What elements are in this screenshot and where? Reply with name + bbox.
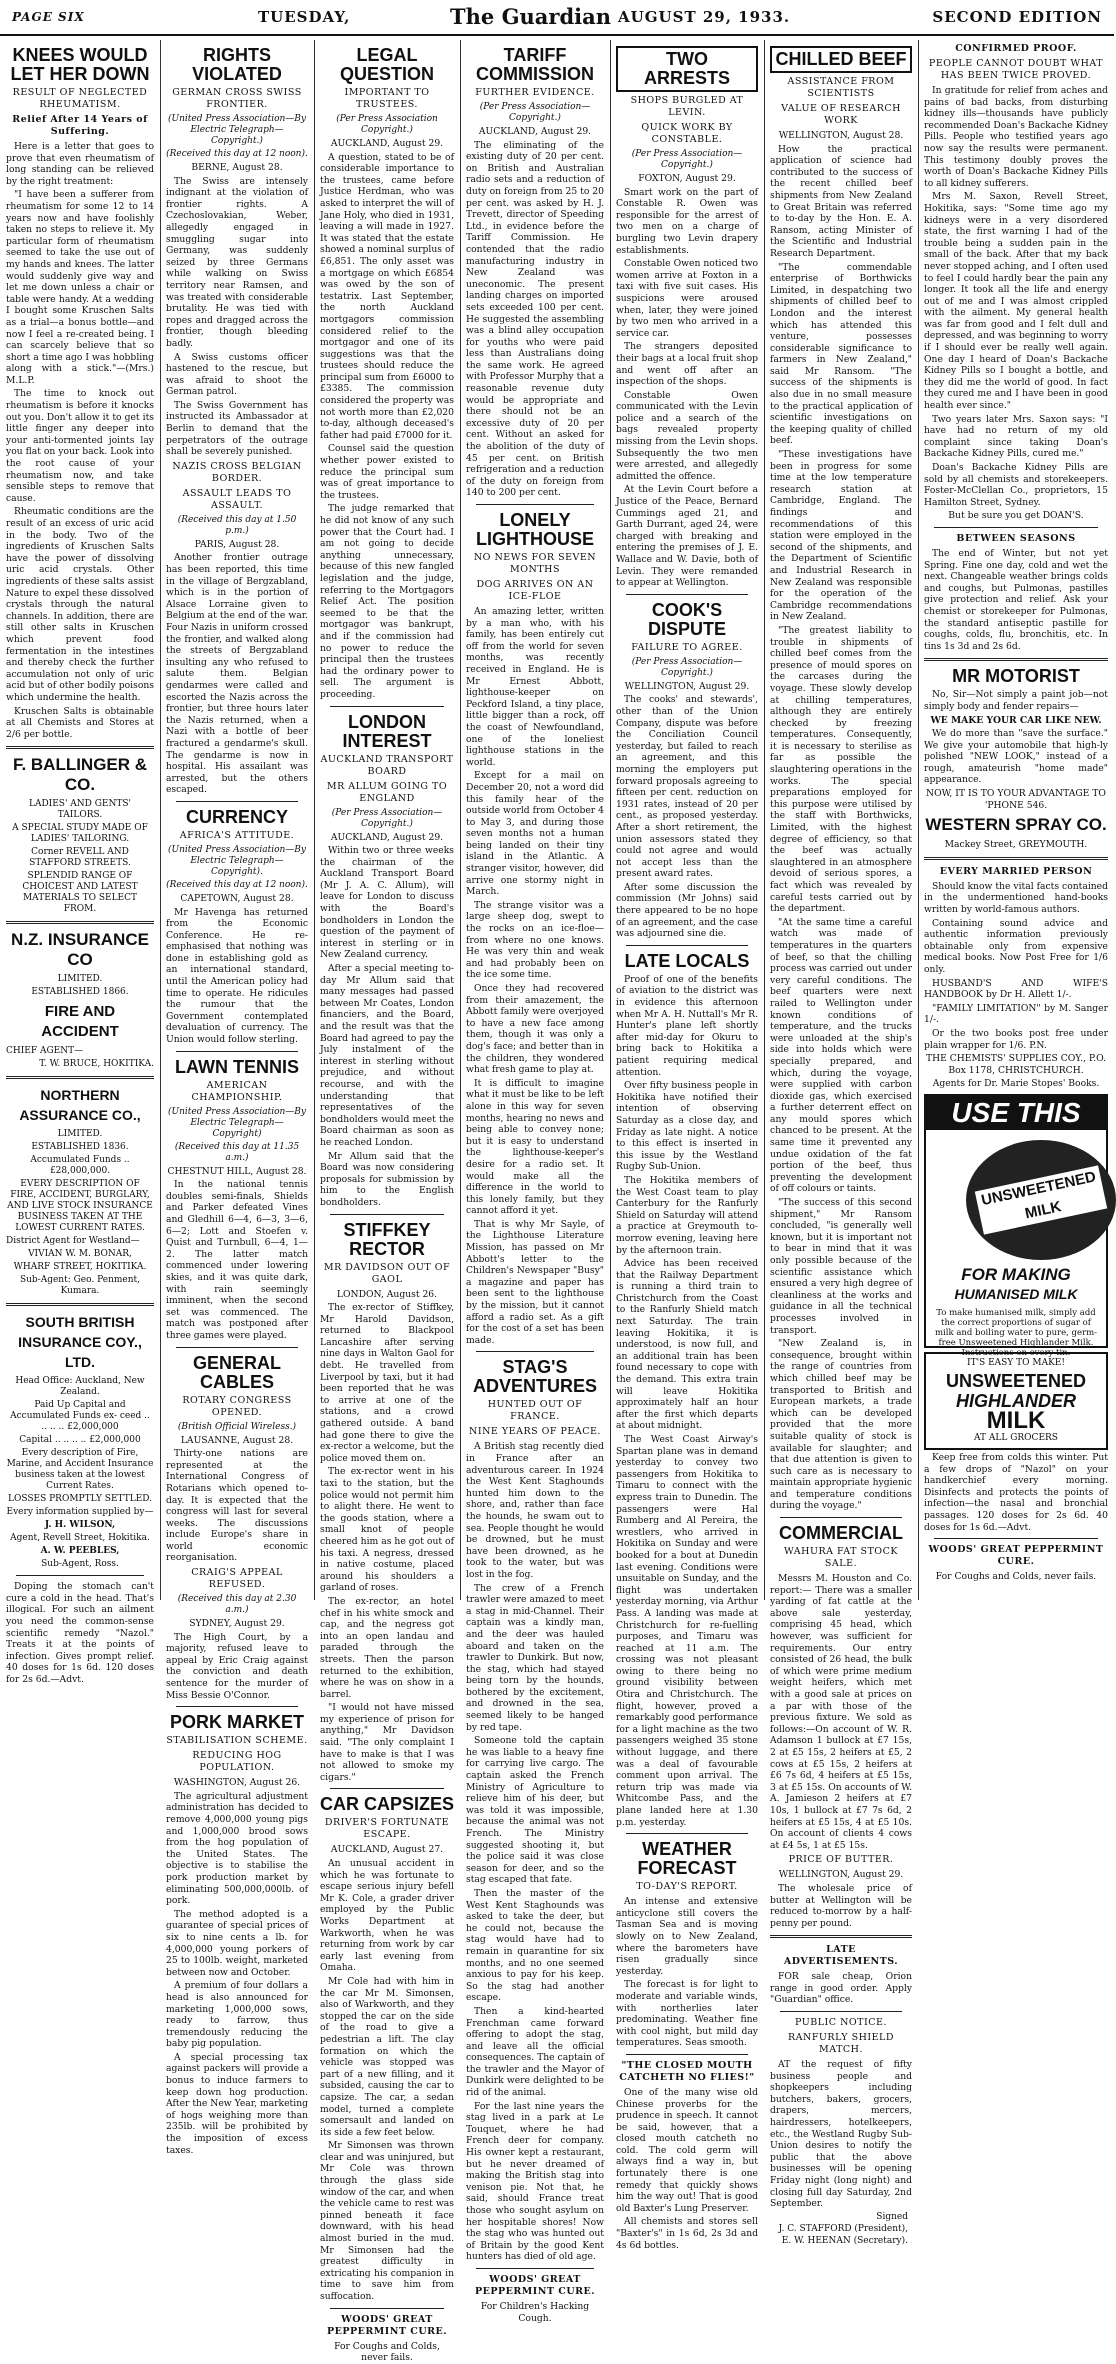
divider — [6, 1076, 154, 1079]
ad-text: VIVIAN W. M. BONAR, — [28, 1249, 132, 1260]
dateline: AUCKLAND, August 29. — [478, 126, 592, 137]
issue-date: AUGUST 29, 1933. — [618, 8, 791, 26]
dateline: LONDON, August 26. — [336, 1288, 438, 1300]
subheading: WOODS' GREAT PEPPERMINT CURE. — [474, 2273, 596, 2297]
brand-line: MILK — [986, 1406, 1046, 1434]
article-paragraph: Two years later Mrs. Saxon says: "I have had no return of my old complaint since taking Doan's Backache Kidney Pills, cured me." — [924, 413, 1108, 460]
headline: KNEES WOULD LET HER DOWN — [10, 45, 150, 84]
milk-brand-box — [924, 1352, 1108, 1450]
article-paragraph: The ex-rector, an hotel chef in his white smock and cap, and the negress got into an open landau and paraded through the streets. Then the parson returned to the exhibition, where he was on show in a barrel. — [320, 1595, 454, 1700]
divider — [176, 1347, 298, 1348]
byline: (United Press Association—By Electric Telegraph—Copyright.) — [168, 114, 306, 146]
column-2 — [160, 40, 314, 2156]
divider — [770, 1935, 912, 1938]
byline: (Received this day at 11.35 a.m.) — [174, 1141, 300, 1163]
divider — [626, 945, 748, 946]
dateline: AUCKLAND, August 29. — [330, 138, 444, 149]
article-paragraph: Constable Owen communicated with the Levin police and a search of the bags revealed property missing from the Levin shops. Subsequently the two men were arrested, and allegedly admitted the offence. — [616, 389, 758, 482]
dateline: PARIS, August 28. — [194, 538, 280, 550]
subheading: DRIVER'S FORTUNATE ESCAPE. — [324, 1817, 450, 1841]
dateline: AUCKLAND, August 29. — [330, 831, 444, 843]
subheading: CRAIG'S APPEAL REFUSED. — [191, 1567, 283, 1591]
ad-banner: USE THIS — [926, 1096, 1106, 1130]
subheading: VALUE OF RESEARCH WORK — [781, 103, 901, 126]
article-paragraph: The ex-rector went in his taxi to the station, but the police would not permit him to alight there. He went to the goods station, where a small knot of people cheered him as he got out of his taxi. A negress, dressed in native costume, placed around his shoulders a garland of roses. — [320, 1466, 454, 1594]
ad-heading: WESTERN SPRAY CO. — [925, 815, 1107, 835]
article-paragraph: Once they had recovered from their amazement, the Abbott family were overjoyed to have a new face among them, though it was only a dog's face; and better than in the children, they wondered what fresh game to play at. — [466, 983, 604, 1076]
article-paragraph: The ex-rector of Stiffkey, Mr Harold Davidson, returned to Blackpool Lancashire after serving nine days in Walton Gaol for debt. He travelled from Liverpool by taxi, but it had been reported that he was to arrive at one of the stations, and a crowd gathered outside. A band had gone there to give the ex-rector a welcome, but the police moved them on. — [320, 1302, 454, 1464]
article-paragraph: The end of Winter, but not yet Spring. Fine one day, cold and wet the next. Changeable weather brings colds and coughs, but Pulmonas, pastilles give protection and relief. Ask your chemist or storekeeper for Pulmonas, the standard antiseptic pastille for coughs, colds, flu, bronchitis, etc. In tins 1s 3d and 2s 6d. — [924, 547, 1108, 652]
ad-text: Every description of Fire, Marine, and Accident Insurance business taken at the lowest Current Rates. — [6, 1448, 154, 1492]
dateline: SYDNEY, August 29. — [189, 1618, 285, 1630]
byline: (Per Press Association Copyright.) — [336, 114, 438, 135]
subheading: REDUCING HOG POPULATION. — [192, 1750, 282, 1774]
divider — [934, 527, 1098, 528]
divider — [330, 706, 444, 707]
subheading: NO NEWS FOR SEVEN MONTHS — [473, 552, 597, 575]
article-paragraph: AT the request of fifty business people and shopkeepers including butchers, bakers, grocers, drapers, mercers, hairdressers, hotelkeepers, etc., the Westland Rugby Sub-Union desires to notify the public that the above businesses will be opening Friday night (long night) and closing full day Saturday, 2nd September. — [770, 2059, 912, 2210]
article-paragraph: The forecast is for light to moderate and variable winds, with northerlies later predominating. Weather fine with cool night, but mild day temperatures. Seas smooth. — [616, 1979, 758, 2049]
divider — [176, 801, 298, 802]
ad-text: ESTABLISHED 1866. — [31, 987, 129, 998]
masthead — [0, 0, 1114, 36]
byline: (Per Press Association—Copyright.) — [331, 807, 443, 829]
ad-text: LADIES' AND GENTS' TAILORS. — [28, 799, 132, 821]
article-paragraph: One of the many wise old Chinese proverbs for the prudence in speech. It cannot be said, however, that a closed mouth catcheth no cold. The cold germ will always find a way in, but fortunately there is one remedy that quickly shows him the way out! That is good old Baxter's Lung Preserver. — [616, 2086, 758, 2214]
article-paragraph: Over fifty business people in Hokitika have notified their intention of observing Saturday as a close day, and Friday as late night. A notice to this effect is inserted in this issue by the Westland Rugby Sub-Union. — [616, 1080, 758, 1173]
ad-text: IT'S EASY TO MAKE! — [967, 1357, 1065, 1368]
ad-text: To make humanised milk, simply add the correct proportions of sugar of milk and boiling water to pure, germ-free Unsweetened Highlander Milk. Instructions on every tin. — [934, 1307, 1098, 1358]
headline: LONELY LIGHTHOUSE — [475, 510, 594, 549]
byline: (Per Press Association—Copyright.) — [631, 656, 743, 678]
headline: LAWN TENNIS — [175, 1056, 299, 1077]
signature: E. W. HEENAN (Secretary). — [781, 2235, 908, 2246]
ad-text: A SPECIAL STUDY MADE OF LADIES' TAILORING. — [12, 823, 148, 845]
subheading: STABILISATION SCHEME. — [166, 1735, 308, 1747]
signature-label: Signed — [876, 2211, 908, 2222]
byline: (Received this day at 1.50 p.m.) — [177, 514, 297, 536]
subheading: PEOPLE CANNOT DOUBT WHAT HAS BEEN TWICE PROVED. — [928, 58, 1104, 81]
ad-text: Agent, Revell Street, Hokitika. — [10, 1533, 150, 1544]
article-paragraph: After a special meeting to-day Mr Allum said that many messages had passed between Mr Coates, London financiers, and the Board, and the result was that the Board had agreed to pay the July instalment of the interest in sterling without prejudice, and without recourse, and with the understanding that representatives of the bondholders would meet the Board chairman as soon as he reached London. — [320, 963, 454, 1148]
newspaper-title: The Guardian — [450, 4, 611, 29]
subheading: ASSISTANCE FROM SCIENTISTS — [787, 76, 895, 99]
article-paragraph: The method adopted is a guarantee of special prices of six to nine cents a lb. for 4,000,000 young porkers of 25 to 100lb. weight, marketed between now and October. — [166, 1908, 308, 1978]
article-paragraph: The judge remarked that he did not know of any such power that the Court had. I am not going to decide anything unnecessary, because of this new fangled legislation and the judge, referring to the Mortgagors Relief Act. The position seemed to be that the mortgagor was bankrupt, and if the commission had no power to reduce the principal then the trustees had the ordinary power to sell. The argument is proceeding. — [320, 503, 454, 700]
headline: STAG'S ADVENTURES — [472, 1357, 597, 1397]
dateline: FOXTON, August 29. — [638, 173, 736, 184]
article-paragraph: "New Zealand is, in consequence, brought within the range of countries from which chilled beef may be transported to British and European markets, a trade which can be developed provided that the more suitable quality of stock is available for slaughter; and that due attention is given to such care as is necessary to maintain appropriate hygienic and temperature conditions during the voyage." — [770, 1338, 912, 1512]
subheading: ROTARY CONGRESS OPENED. — [182, 1394, 292, 1418]
byline: (United Press Association—By Electric Telegraph—Copyright). — [168, 844, 306, 877]
divider — [176, 1706, 298, 1707]
article-paragraph: Or the two books post free under plain wrapper for 1/6. P.N. — [924, 1027, 1108, 1051]
byline: (Per Press Association—Copyright.) — [631, 149, 743, 170]
headline: COMMERCIAL — [779, 1523, 903, 1544]
article-paragraph: Mr Allum said that the Board was now considering proposals for submission by him to the English bondholders. — [320, 1150, 454, 1208]
article-paragraph: In the national tennis doubles semi-finals, Shields and Parker defeated Vines and Gledhill 6—4, 6—3, 3—6, 6—2; Lott and Stoefen v. Quist and Turnbull, 6—4, 1—2. The latter match commenced under lowering skies, and it was quite dark, with rain seemingly imminent, when the second set was commenced. The match was postponed after three games were played. — [166, 1179, 308, 1341]
article-paragraph: The strange visitor was a large sheep dog, swept to the rocks on an ice-floe—from where no one knows. He was very thin and weak and had probably been on the ice some time. — [466, 899, 604, 981]
article-paragraph: The West Coast Airway's Spartan plane was in demand yesterday to convey two passengers from Hokitika to Timaru to connect with the express train to Dunedin. The passengers were Hal Rumberg and Al Pereira, the wrestlers, who arrived in Hokitika on Sunday and were booked for a bout at Dunedin last evening. Conditions were unsuitable on Sunday, and the flight was undertaken yesterday morning, via Arthur Pass. A landing was made at Christchurch for re-fuelling purposes, and Timaru was reached at 11 a.m. The crossing was not pleasant owing to there being no ground visibility between Otira and Christchurch. The flight, however, proved a remarkably good performance for a light machine as the two passengers weighed 35 stone without luggage, and there was a deal of favourable comment upon arrival. The return trip was made via Whitcombe Pass, and the plane landed here at 1.30 p.m. yesterday. — [616, 1434, 758, 1828]
subheading: AMERICAN CHAMPIONSHIP. — [191, 1079, 283, 1103]
subheading: HUNTED OUT OF FRANCE. — [487, 1399, 583, 1423]
subheading: PUBLIC NOTICE. — [795, 2017, 887, 2029]
article-paragraph: THE CHEMISTS' SUPPLIES COY., P.O. Box 1178, CHRISTCHURCH. — [925, 1053, 1107, 1076]
headline: LATE LOCALS — [624, 950, 750, 971]
page-number: PAGE SIX — [12, 10, 85, 24]
subheading: WAHURA FAT STOCK SALE. — [784, 1546, 898, 1570]
ad-text: WHARF STREET, HOKITIKA. — [13, 1262, 147, 1273]
signature: J. C. STAFFORD (President), — [778, 2223, 908, 2234]
ad-text: For Coughs and Colds, never fails. — [334, 2340, 440, 2364]
article-paragraph: Doan's Backache Kidney Pills are sold by all chemists and storekeepers. Foster-McClellan Co., proprietors, 15 Hamilton Street, Sydney. — [924, 462, 1108, 508]
dateline: WELLINGTON, August 29. — [624, 680, 750, 692]
dateline: LAUSANNE, August 28. — [180, 1434, 294, 1446]
ad-text: LIMITED. — [57, 1129, 103, 1140]
subheading: Relief After 14 Years of Suffering. — [12, 114, 148, 137]
divider — [780, 2011, 902, 2012]
headline: COOK'S DISPUTE — [647, 599, 726, 639]
article-paragraph: The time to knock out rheumatism is before it knocks out you. Don't allow it to get its little finger any deeper into your anti-tormented joints lay you flat on your back. Look into the root cause of your rheumatism now, and take sensible steps to remove that cause. — [6, 388, 154, 504]
subheading: LATE ADVERTISEMENTS. — [783, 1944, 899, 1968]
article-paragraph: The Swiss Government has instructed its Ambassador at Berlin to demand that the perpetrators of the outrage shall be severely punished. — [166, 399, 308, 458]
ad-text: AT ALL GROCERS — [974, 1432, 1058, 1443]
milk-can-illustration — [966, 1140, 1116, 1260]
subheading: PRICE OF BUTTER. — [788, 1854, 894, 1866]
byline: (Received this day at 2.30 a.m.) — [177, 1594, 297, 1616]
article-paragraph: The Swiss are intensely indignant at the violation of frontier rights. A Czechoslovakian, Weber, allegedly engaged in smuggling sugar into Germany, was suddenly seized by three Germans while walking on Swiss territory near Ramsen, and was treated with considerable brutality. He was tied with ropes and dragged across the frontier, though bleeding badly. — [166, 175, 308, 349]
article-paragraph: Then the master of the West Kent Staghounds was asked to take the deer, but he could not, because the stag would have had to remain in quarantine for six months, and no one seemed anxious to pay for his keep. So the stag had another escape. — [466, 1887, 604, 2004]
headline: TWO ARRESTS — [616, 46, 758, 92]
subheading: FURTHER EVIDENCE. — [475, 87, 595, 98]
byline: (Received this day at 12 noon). — [166, 879, 308, 890]
article-paragraph: The crew of a French trawler were amazed to meet a stag in mid-Channel. Their captain was a kindly man, and the deer was hauled aboard and taken on the trawler to Dunkirk. But now, the stag, which had stayed being torn by the hounds, bothered by the excitement, and drowned in the sea, seemed likely to be hanged by red tape. — [466, 1582, 604, 1733]
article-paragraph: The wholesale price of butter at Wellington will be reduced to-morrow by a half-penny per pound. — [770, 1882, 912, 1929]
divider — [476, 1351, 594, 1352]
article-paragraph: A premium of four dollars a head is also announced for marketing 1,000,000 sows, ready to farrow, thus tremendously reducing the baby pig population. — [166, 1980, 308, 2050]
article-paragraph: Mr Havenga has returned from the Economic Conference. He re-emphasised that nothing was done in establishing gold as an international standard, until the American policy had time to operate. He ridicules the rumour that the Government contemplated devaluation of currency. The Union would follow sterling. — [166, 906, 308, 1046]
article-paragraph: "I would not have missed my experience of prison for anything," Mr Davidson said. "The only complaint I have to make is that I was not allowed to smoke my cigars." — [320, 1702, 454, 1783]
ad-text: District Agent for Westland— — [6, 1236, 140, 1247]
ad-text: LIMITED. — [57, 974, 103, 985]
dateline: CHESTNUT HILL, August 28. — [167, 1165, 307, 1177]
article-paragraph: A British stag recently died in France after an adventurous career. In 1924 the West Kent Staghounds hunted him down to the shore, and, rather than face the hounds, he swam out to sea. People thought he would be drowned, but he must have been drowned, as he took to the water, but was lost in the fog. — [466, 1441, 604, 1580]
article-paragraph: The High Court, by a majority, refused leave to appeal by Eric Craig against the conviction and death sentence for the murder of Miss Bessie O'Connor. — [166, 1631, 308, 1701]
article-paragraph: How the practical application of science had contributed to the success of the recent chilled beef shipments from New Zealand to Great Britain was referred to to-day by the Hon. E. A. Ransom, acting Minister of the Scientific and Industrial Research Department. — [770, 143, 912, 259]
divider — [924, 857, 1108, 860]
article-paragraph: Keep free from colds this winter. Put a few drops of "Nazol" on your handkerchief every morning. Disinfects and protects the points of infection—the nasal and bronchial passages. 120 doses for 2s 6d. 40 doses for 1s 6d.—Advt. — [924, 1451, 1108, 1533]
article-paragraph: Advice has been received that the Railway Department is running a third train to Christchurch from the Coast to the Ranfurly Shield match next Saturday. The train leaving Hokitika, it is understood, is now full, and an additional train has been found necessary to cope with the demand. This extra train will leave Hokitika approximately half an hour after the first which departs at about midnight. — [616, 1258, 758, 1432]
ad-text: CHIEF AGENT— — [6, 1046, 84, 1057]
divider — [476, 2268, 594, 2269]
divider — [626, 1833, 748, 1834]
article-paragraph: FOR sale cheap, Orion range in good order. Apply "Guardian" office. — [770, 1971, 912, 2006]
article-paragraph: Here is a letter that goes to prove that even rheumatism of long standing can be relieved by the right treatment: — [6, 141, 154, 187]
subheading: QUICK WORK BY CONSTABLE. — [641, 122, 733, 145]
column-1 — [0, 40, 160, 1686]
article-paragraph: Rheumatic conditions are the result of an excess of uric acid in the body. Two of the ingredients of Kruschen Salts have the power of dissolving uric acid crystals. Other ingredients of these salts assist Nature to expel these dissolved crystals through the natural channels. In addition, there are still other salts in Kruschen which prevent food fermentation in the intestines and thereby check the further accumulation not only of uric acid but of other bodily poisons which undermine the health. — [6, 506, 154, 703]
ad-text: Every information supplied by— — [6, 1507, 154, 1518]
brand-line: HIGHLANDER — [956, 1390, 1076, 1411]
subheading: DOG ARRIVES ON AN ICE-FLOE — [476, 579, 594, 602]
article-paragraph: HUSBAND'S AND WIFE'S HANDBOOK by Dr H. Allett 1/-. — [924, 977, 1108, 1001]
article-paragraph: The Hokitika members of the West Coast team to play Canterbury for the Ranfurly Shield on Saturday will attend a practice at Greymouth to-morrow evening, leaving here by the afternoon train. — [616, 1174, 758, 1256]
subheading: GERMAN CROSS SWISS FRONTIER. — [172, 87, 302, 110]
divider — [476, 504, 594, 505]
ad-text: T. W. BRUCE, HOKITIKA. — [39, 1059, 154, 1070]
byline: (British Official Wireless.) — [177, 1421, 297, 1432]
subheading: MR DAVIDSON OUT OF GAOL — [323, 1261, 451, 1285]
ad-text: ESTABLISHED 1836. — [31, 1142, 129, 1153]
column-5 — [610, 40, 764, 2251]
divider — [934, 1538, 1098, 1539]
article-paragraph: "At the same time a careful watch was made of temperatures in the quarters of beef, so that the chilling process was carried out under very careful conditions. The beef quarters were next railed to Wellington under known conditions of temperature, and the trucks were unloaded at the ship's side into holds which were specially prepared, and which, during the voyage, were supplied with carbon dioxide gas, which exercised a further deterrent effect on any mould spores which chanced to be present. At the same time it prevented any undue oxidation of the fat portion of the beef, thus preventing the development of off colours or taints. — [770, 916, 912, 1195]
subheading: NAZIS CROSS BELGIAN BORDER. — [172, 460, 302, 484]
subheading: MR ALLUM GOING TO ENGLAND — [326, 780, 448, 804]
subheading: BETWEEN SEASONS — [956, 532, 1076, 544]
article-paragraph: Mr Simonsen was thrown clear and was uninjured, but Mr Cole was thrown through the glass side window of the car, and when the vehicle came to rest was pinned beneath it face downward, with his head almost buried in the mud. Mr Simonsen had the greatest difficulty in extricating his companion in time to save him from suffocation. — [320, 2140, 454, 2302]
article-paragraph: The strangers deposited their bags at a local fruit shop and went off after an inspection of the shops. — [616, 341, 758, 388]
weekday: TUESDAY, — [258, 8, 351, 26]
headline: GENERAL CABLES — [192, 1352, 281, 1392]
dateline: CAPETOWN, August 28. — [180, 892, 294, 904]
article-paragraph: For the last nine years the stag lived in a park at Le Touquet, where he had French deer for company. His owner kept a restaurant, but he never dreamed of making the British stag into venison pie. Not that, he said, should France treat those who sought asylum on her hospitable shores! Now the stag who was hunted out of Britain by the good Kent hunters has died of old age. — [466, 2100, 604, 2263]
divider — [780, 1517, 902, 1518]
ad-text: J. H. WILSON, — [44, 1520, 116, 1531]
ad-text: SPLENDID RANGE OF CHOICEST AND LATEST MATERIALS TO SELECT FROM. — [22, 871, 138, 915]
dateline: WASHINGTON, August 26. — [173, 1777, 301, 1789]
divider — [176, 1051, 298, 1052]
subheading: "THE CLOSED MOUTH CATCHETH NO FLIES!" — [619, 2059, 755, 2083]
ad-text: Sub-Agent: Geo. Penment, Kumara. — [19, 1275, 141, 1297]
article-paragraph: The agricultural adjustment administration has decided to remove 4,000,000 young pigs and 1,000,000 brood sows from the hog population of the United States. The objective is to stabilise the pork production market by eliminating 500,000,000lb. of pork. — [166, 1790, 308, 1907]
article-paragraph: WE MAKE YOUR CAR LIKE NEW. — [930, 714, 1102, 726]
divider — [6, 1303, 154, 1306]
article-paragraph: "These investigations have been in progress for some time at the low temperature research station at Cambridge, England. The findings and recommendations of this station were employed in the second of the shipments, and the Department of Scientific and Industrial Research in New Zealand was responsible for the operation of the Cambridge recommendations in New Zealand. — [770, 449, 912, 623]
ad-heading: N.Z. INSURANCE CO — [11, 930, 149, 970]
article-paragraph: Another frontier outrage has been reported, this time in the village of Bergzabland, which is in the portion of Alsace Lorraine given to Belgium at the end of the war. Four Nazis in uniform crossed the frontier, and walked along the streets of Bergzabland insulting any who refused to salute them. Belgian gendarmes were called and escorted the Nazis across the frontier, but three hours later the Nazis returned, when a Nazi with a bottle of beer fractured a gendarme's skull. The gendarme is now in hospital. His assailant was arrested, but the others escaped. — [166, 552, 308, 796]
subheading: WOODS' GREAT PEPPERMINT CURE. — [326, 2313, 448, 2337]
byline: (United Press Association—By Electric Telegraph—Copyright) — [168, 1106, 306, 1139]
byline: (Per Press Association—Copyright.) — [479, 102, 591, 123]
subheading: CONFIRMED PROOF. — [955, 43, 1077, 54]
ad-text: Head Office: Auckland, New Zealand. — [15, 1376, 145, 1398]
article-paragraph: At the Levin Court before a Justice of the Peace, Bernard Cummings aged 21, and Garth Durrant, aged 24, were charged with breaking and entering the premises of J. E. Wallace and W. Davie, both of Levin. They were remanded to appear at Wellington. — [616, 484, 758, 589]
ad-heading: FIRE AND ACCIDENT — [41, 1003, 119, 1041]
ad-heading: HUMANISED MILK — [954, 1285, 1078, 1302]
article-paragraph: An amazing letter, written by a man who, with his family, has been entirely cut off from the world for seven months, was recently received in England. He is Mr Ernest Abbott, lighthouse-keeper on Peckford Island, a tiny place, little bigger than a rock, off the coast of Newfoundland, one of the loneliest lighthouse stations in the world. — [466, 606, 604, 768]
article-paragraph: Should know the vital facts contained in the undermentioned hand-books written by world-famous authors. — [924, 880, 1108, 916]
dateline: WELLINGTON, August 29. — [778, 1869, 904, 1881]
subheading: IMPORTANT TO TRUSTEES. — [344, 87, 430, 110]
article-paragraph: Mr Cole had with him in the car Mr M. Simonsen, also of Warkworth, and they stopped the car on the side of the road to give a pedestrian a lift. The clay formation on which the vehicle was stopped was part of a new filling, and it subsided, causing the car to capsize. The car, a sedan model, turned a complete somersault and landed on its side a few feet below. — [320, 1975, 454, 2138]
article-paragraph: Except for a mail on December 20, not a word did this family hear of the outside world from October 4 to May 3, and during those seven months not a human being landed on their tiny island in the Atlantic. A stranger visitor, however, did arrive one stormy night in March. — [466, 770, 604, 898]
ad-text: Sub-Agent, Ross. — [41, 1559, 119, 1570]
ad-text: Mackey Street, GREYMOUTH. — [944, 839, 1088, 851]
byline: (Received this day at 12 noon). — [166, 149, 308, 159]
ad-heading: SOUTH BRITISH INSURANCE COY., LTD. — [18, 1314, 142, 1371]
article-paragraph: "The success of this second shipment," Mr Ransom concluded, "is generally well known, but it is important not to bear in mind that it was only possible because of the scientific assistance which ensured a very high degree of cleanliness at the works and guidance in all the technical processes involved in transport. — [770, 1197, 912, 1336]
article-paragraph: But be sure you get DOAN'S. — [948, 510, 1084, 522]
article-paragraph: "I have been a sufferer from rheumatism for some 12 to 14 years now and have foolishly taken no steps to relieve it. My particular form of rheumatism seemed to take the use out of my hands and knees. The latter would suddenly give way and let me down unless a chair or table were handy. At a wedding I bought some Kruschen Salts as a trial—a bonus bottle—and now I feel a re-created being. I can scarcely believe that so short a time ago I was hobbling along with a stick."—(Mrs.) M.L.P. — [6, 189, 154, 386]
article-paragraph: "The commendable enterprise of Borthwicks Limited, in despatching two shipments of chilled beef to London and the interest which has attended this venture, possesses considerable significance to farmers in New Zealand," said Mr Ransom. "The success of the shipments is also due in no small measure to the practical application of scientific investigations on the keeping quality of chilled beef. — [770, 261, 912, 447]
subheading: WOODS' GREAT PEPPERMINT CURE. — [928, 1544, 1104, 1568]
article-paragraph: A question, stated to be of considerable importance to the trustees, came before Justice Herdman, who was asked to interpret the will of Jane Holy, who died in 1931, leaving a will made in 1927. It was stated that the estate showed a nominal surplus of £6,851. The only asset was a mortgage on which £6854 was owed by the son of testatrix. Last September, the north Auckland mortgagors commission considered relief to the mortgagor and one of its suggestions was that the trustees should reduce the principal sum from £6000 to £3385. The commission considered the property was not worth more than £2,020 to-day, although deceased's father had paid £7000 for it. — [320, 151, 454, 441]
article-paragraph: Agents for Dr. Marie Stopes' Books. — [932, 1078, 1100, 1090]
ad-heading: FOR MAKING — [961, 1264, 1071, 1284]
article-paragraph: Proof of one of the benefits of aviation to the district was in evidence this afternoon when Mr A. H. Nuttall's Mr R. Hunter's plane left shortly after mid-day for Okuru to bring back to Hokitika a patient requiring medical attention. — [616, 973, 758, 1078]
article-paragraph: An unusual accident in which he was fortunate to escape serious injury befell Mr K. Cole, a grader driver employed by the Public Works Department at Warkworth, when he was returning from work by car early last evening from Omaha. — [320, 1858, 454, 1974]
subheading: RESULT OF NEGLECTED RHEUMATISM. — [12, 87, 148, 110]
brand-line: UNSWEETENED — [945, 1370, 1086, 1391]
divider — [330, 1214, 444, 1215]
headline: CURRENCY — [185, 806, 288, 827]
ad-text: For Coughs and Colds, never fails. — [935, 1571, 1097, 1583]
subheading: EVERY MARRIED PERSON — [939, 865, 1093, 877]
article-paragraph: It is difficult to imagine what it must be like to be left alone in this way for seven months, hearing no news and being able to convey none; but it is easy to understand the lighthouse-keeper's desire for a radio set. It would make all the difference in the world to this lonely family, but they cannot afford it yet. — [466, 1077, 604, 1217]
headline: CHILLED BEEF — [770, 46, 912, 73]
article-paragraph: Mrs M. Saxon, Revell Street, Hokitika, says: "Some time ago my kidneys were in a very disordered state, the first warning I had of the trouble being a sudden pain in the small of the back. After that my back never stopped aching, and I often used to feel I could hardly bear the pain any longer. It took all the life and energy out of me and I was almost crippled with the ailment. My general health was far from good and I felt dull and depressed, and was beginning to worry if I should ever be really well again. One day I heard of Doan's Backache Kidney Pills so I bought a bottle, and they did me the world of good. In fact they cured me and I have been in good health ever since." — [924, 191, 1108, 412]
article-paragraph: "FAMILY LIMITATION" by M. Sanger 1/-. — [924, 1002, 1108, 1026]
ad-text: Corner REVELL AND STAFFORD STREETS. — [29, 847, 131, 869]
headline: LEGAL QUESTION — [339, 45, 434, 84]
subheading: ASSAULT LEADS TO ASSAULT. — [182, 487, 292, 511]
article-paragraph: A special processing tax against packers will provide a bonus to induce farmers to keep down hog production. After the New Year, marketing of hogs weighing more than 235lb. will be prohibited by the imposition of excess taxes. — [166, 2051, 308, 2156]
headline: WEATHER FORECAST — [637, 1839, 737, 1879]
divider — [924, 658, 1108, 661]
article-paragraph: The cooks' and stewards', other than of the Union Company, dispute was before the Conciliation Council yesterday, but failed to reach an agreement, and this morning the employers put forward proposals agreeing to fifteen per cent. reduction on 1931 rates, instead of 20 per cent., as proposed yesterday. After a short retirement, the union assessors stated they could not agree and would not accept less than the present award rates. — [616, 694, 758, 880]
edition-label: SECOND EDITION — [932, 8, 1102, 26]
divider — [6, 746, 154, 749]
article-paragraph: After some discussion the commission (Mr Johns) said there appeared to be no hope of an agreement, and the case was adjourned sine die. — [616, 881, 758, 940]
headline: MR MOTORIST — [952, 666, 1080, 687]
ad-text: Paid Up Capital and Accumulated Funds ex- ceed .. .. .. .. £2,000,000 — [10, 1400, 150, 1433]
article-paragraph: That is why Mr Sayle, of the Lighthouse Literature Mission, has passed on Mr Abbott's letter to the Children's Newspaper "Busy" a magazine and paper has been sent to the lighthouse by the mission, but it cannot afford a radio set. As a gift for the cost of a set has been made. — [466, 1218, 604, 1346]
dateline: AUCKLAND, August 27. — [330, 1844, 444, 1856]
column-3 — [314, 40, 460, 2364]
article-paragraph: Kruschen Salts is obtainable at all Chemists and Stores at 2/6 per bottle. — [6, 705, 154, 740]
column-7 — [918, 40, 1114, 1600]
subheading: AUCKLAND TRANSPORT BOARD — [320, 753, 454, 777]
headline: TARIFF COMMISSION — [475, 45, 594, 84]
article-paragraph: No, Sir—Not simply a paint job—not simply body and fender repairs— — [924, 689, 1108, 712]
headline: RIGHTS VIOLATED — [192, 45, 282, 84]
subheading: TO-DAY'S REPORT. — [636, 1881, 738, 1893]
ad-text: LOSSES PROMPTLY SETTLED. — [7, 1494, 153, 1505]
article-paragraph: Counsel said the question whether power existed to reduce the principal sum was of great importance to the trustees. — [320, 443, 454, 501]
article-paragraph: Someone told the captain he was liable to a heavy fine for carrying live cargo. The captain asked the French Ministry of Agriculture to relieve him of his deer, but was told it was impossible, because the animal was not French. The Ministry suggested shooting it, but the police said it was close season for deer, and so the stag escaped that fate. — [466, 1735, 604, 1886]
subheading: SHOPS BURGLED AT LEVIN. — [630, 95, 744, 118]
article-paragraph: Thirty-one nations are represented at the International Congress of Rotarians which opened to-day. It is expected that the congress will last for several weeks. The discussions include Europe's share in world economic reorganisation. — [166, 1448, 308, 1564]
subheading: NINE YEARS OF PEACE. — [469, 1426, 601, 1438]
divider — [626, 2054, 748, 2055]
column-4 — [460, 40, 610, 2324]
subheading: FAILURE TO AGREE. — [631, 641, 743, 653]
divider — [330, 2308, 444, 2309]
ad-text: A. W. PEEBLES, — [40, 1546, 120, 1557]
article-paragraph: All chemists and stores sell "Baxter's" in 1s 6d, 2s 3d and 4s 6d bottles. — [616, 2216, 758, 2251]
article-paragraph: "The greatest liability to trouble in shipments of chilled beef comes from the presence of mould spores on the carcases during the voyage. These slowly develop at chilling temperatures, although they are entirely checked by freezing temperatures. Consequently, it is necessary to sterilise as far as possible the slaughtering operations in the works. The special preparations employed for this purpose were utilised by the staff with Borthwicks, Limited, with the highest degree of efficiency, so that the beef was actually slaughtered in an atmosphere devoid of serious spores, a fact which was revealed by careful tests carried out by the department. — [770, 624, 912, 915]
dateline: WELLINGTON, August 28. — [778, 130, 904, 141]
dateline: BERNE, August 28. — [191, 162, 283, 173]
article-paragraph: Messrs M. Houston and Co. report:— There was a smaller yarding of fat cattle at the above sale yesterday, comprising 45 head, which however, was sufficient for requirements. Our entry consisted of 26 head, the bulk of which were prime medium weight heifers, which met with a good sale at prices on a par with those of the previous fixture. We sold as follows:—On account of W. R. Adamson 1 bullock at £7 15s, 2 at £5 15s, 2 heifers at £5, 2 cows at £5 15s, 2 heifers at £6 7s 6d, 4 heifers at £5 15s, 3 at £5 15s. On accounts of W. A. Jamieson 2 heifers at £7 10s, 1 bullock at £7 7s 6d, 2 heifers at £5 15s, 4 at £5 10s. On account of clients 4 cows at £4 5s, 1 at £5 15s. — [770, 1573, 912, 1851]
divider — [330, 1788, 444, 1789]
article-paragraph: A Swiss customs officer hastened to the rescue, but was afraid to shoot the German patrol. — [166, 351, 308, 398]
article-paragraph: An intense and extensive anticyclone still covers the Tasman Sea and is moving slowly on to New Zealand, where the barometers have risen gradually since yesterday. — [616, 1896, 758, 1977]
article-paragraph: Constable Owen noticed two women arrive at Foxton in a taxi with five suit cases. His suspicions were aroused when, later, they were joined by two men who arrived in a service car. — [616, 258, 758, 339]
divider — [626, 594, 748, 595]
article-paragraph: Containing sound advice and authentic information previously obtainable only from expensive medical books. Now Post Free for 1/6 only. — [924, 917, 1108, 975]
headline: CAR CAPSIZES — [320, 1794, 455, 1815]
ad-text: For Children's Hacking Cough. — [480, 2300, 590, 2324]
can-label: UNSWEETENED MILK — [975, 1165, 1107, 1234]
headline: LONDON INTEREST — [342, 711, 432, 751]
divider — [16, 1575, 144, 1576]
headline: STIFFKEY RECTOR — [343, 1219, 431, 1259]
subheading: AFRICA'S ATTITUDE. — [179, 829, 295, 841]
article-paragraph: Then a kind-hearted Frenchman came forward offering to adopt the stag, and leave all the official consequences. The captain of the trawler and the Mayor of Dunkirk were delighted to be rid of the animal. — [466, 2005, 604, 2099]
article-paragraph: In gratitude for relief from aches and pains of bad backs, from disturbing kidney ills—thousands have publicly recommended Doan's Backache Kidney Pills. People who testified years ago now say the results were permanent. This testimony doubly proves the worth of Doan's Backache Kidney Pills to all kidney sufferers. — [924, 85, 1108, 189]
ad-text: Capital .. .. .. .. £2,000,000 — [19, 1435, 141, 1446]
article-paragraph: Smart work on the part of Constable R. Owen was responsible for the arrest of two men on a charge of burgling two Levin drapery establishments. — [616, 186, 758, 256]
article-paragraph: Within two or three weeks the chairman of the Auckland Transport Board (Mr J. A. C. Allum), will leave for London to discuss with the Board's bondholders in London the question of the payment of interest in sterling or in New Zealand currency. — [320, 845, 454, 961]
ad-heading: F. BALLINGER & CO. — [12, 755, 148, 795]
ad-heading: NORTHERN ASSURANCE CO., — [19, 1087, 141, 1124]
divider — [6, 921, 154, 924]
article-paragraph: The eliminating of the existing duty of 20 per cent. on British and Australian radio sets and a reduction of duty on foreign from 25 to 20 per cent. was asked by H. J. Trevett, director of Speeding Ltd., in evidence before the Tariff Commission. He contended that the radio manufacturing industry in New Zealand was uneconomic. The present landing charges on imported sets exceeded 100 per cent. He suggested the assembling was a blind alley occupation for youths who were paid less than Australians doing the same work. He agreed with Professor Murphy that a reasonable revenue duty would be appropriate and there should not be an excessive duty of 20 per cent. Without an asked for the abolition of the duty of 45 per cent. on British refrigeration and a reduction of the duty on foreign from 140 to 200 per cent. — [466, 139, 604, 499]
article-paragraph: NOW, IT IS TO YOUR ADVANTAGE TO 'PHONE 546. — [926, 788, 1106, 811]
article-paragraph: We do more than "save the surface." We give your automobile that high-ly polished "NEW LOOK," instead of a rough, amateurish "home made" appearance. — [924, 728, 1108, 786]
subheading: RANFURLY SHIELD MATCH. — [788, 2032, 894, 2056]
milk-advertisement — [924, 1094, 1108, 1358]
headline: PORK MARKET — [170, 1712, 304, 1733]
ad-text: Accumulated Funds .. £28,000,000. — [30, 1155, 130, 1177]
article-paragraph: Doping the stomach can't cure a cold in the head. That's illogical. For such an ailment you need the common-sense scientific remedy "Nazol." Treats it at the points of infection. Gives prompt relief. 40 doses for 1s 6d. 120 doses for 2s 6d.—Advt. — [6, 1581, 154, 1686]
ad-text: EVERY DESCRIPTION OF FIRE, ACCIDENT, BURGLARY, AND LIVE STOCK INSURANCE BUSINESS TAKEN AT THE LOWEST CURRENT RATES. — [7, 1179, 153, 1234]
column-6 — [764, 40, 918, 2246]
